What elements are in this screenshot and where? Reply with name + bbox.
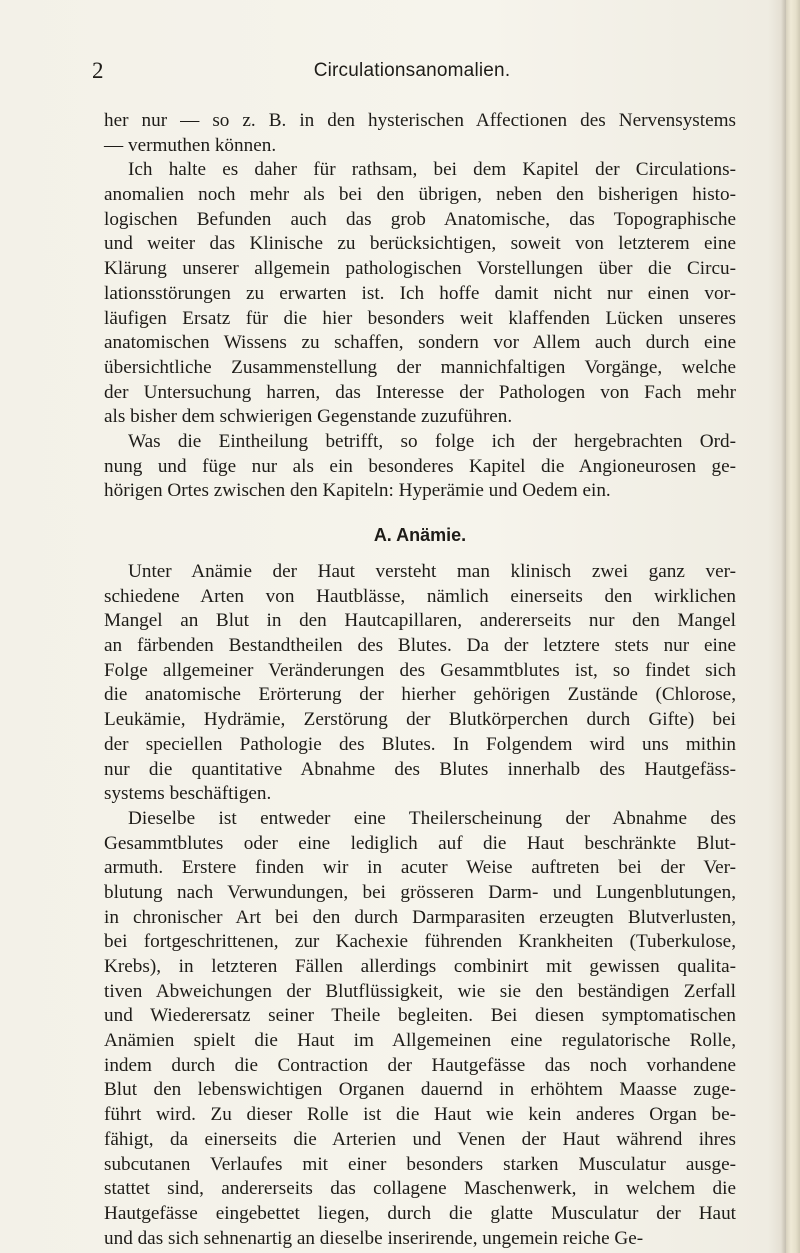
text-line: nung und füge nur als ein besonderes Kapitel die Angioneurosen ge- (104, 455, 736, 477)
text-line: und Wiederersatz seiner Theile begleiten. Bei diesen symptomatischen (104, 1005, 736, 1027)
text-line: stattet sind, andererseits das collagene Maschenwerk, in welchem die (104, 1178, 736, 1200)
paragraph (104, 560, 736, 807)
page-number: 2 (92, 58, 104, 83)
text-line: übersichtliche Zusammenstellung der mannichfaltigen Vorgänge, welche (104, 356, 736, 378)
text-line: systems beschäftigen. (104, 783, 272, 805)
text-line: Leukämie, Hydrämie, Zerstörung der Blutkörperchen durch Gifte) bei (104, 709, 736, 731)
text-line: fähigt, da einerseits die Arterien und Venen der Haut während ihres (104, 1128, 736, 1150)
text-line: der Untersuchung harren, das Interesse der Pathologen von Fach mehr (104, 381, 736, 403)
text-line: bei fortgeschrittenen, zur Kachexie führenden Krankheiten (Tuberkulose, (104, 931, 736, 953)
page-header (92, 58, 732, 84)
text-line: läufigen Ersatz für die hier besonders weit klaffenden Lücken unseres (104, 307, 736, 329)
section-heading: A. Anämie. (373, 525, 467, 545)
text-line: Folge allgemeiner Veränderungen des Gesammtblutes ist, so findet sich (104, 659, 736, 681)
text-line: und weiter das Klinische zu berücksichtigen, soweit von letzterem eine (104, 233, 736, 255)
text-line: Dieselbe ist entweder eine Theilerscheinung der Abnahme des (128, 807, 736, 829)
text-line: anomalien noch mehr als bei den übrigen, neben den bisherigen histo- (104, 184, 736, 206)
body-text (104, 109, 736, 1251)
text-line: Klärung unserer allgemein pathologischen Vorstellungen über die Circu- (104, 258, 736, 280)
text-line: tiven Abweichungen der Blutflüssigkeit, wie sie den beständigen Zerfall (104, 980, 736, 1002)
paragraph (104, 807, 736, 1251)
text-line: in chronischer Art bei den durch Darmparasiten erzeugten Blutverlusten, (104, 906, 736, 928)
text-line: lationsstörungen zu erwarten ist. Ich hoffe damit nicht nur einen vor- (104, 282, 736, 304)
text-line: her nur — so z. B. in den hysterischen Affectionen des Nervensystems (104, 110, 736, 131)
text-line: nur die quantitative Abnahme des Blutes innerhalb des Hautgefäss- (104, 758, 736, 780)
text-line: schiedene Arten von Hautblässe, nämlich einerseits den wirklichen (104, 585, 736, 607)
running-title: Circulationsanomalien. (313, 60, 511, 81)
text-line: Gesammtblutes oder eine lediglich auf die Haut beschränkte Blut- (104, 832, 736, 854)
paragraph (104, 109, 736, 158)
text-line: die anatomische Erörterung der hierher gehörigen Zustände (Chlorose, (104, 684, 736, 706)
paragraph (104, 430, 736, 504)
text-line: Anämien spielt die Haut im Allgemeinen eine regulatorische Rolle, (104, 1030, 736, 1052)
page-right-edge (786, 0, 800, 1253)
text-line: und das sich sehnenartig an dieselbe inserirende, ungemein reiche Ge- (104, 1227, 644, 1249)
text-line: — vermuthen können. (104, 134, 277, 156)
text-after-heading (104, 560, 736, 1251)
text-line: als bisher dem schwierigen Gegenstande zuzuführen. (104, 406, 513, 428)
text-line: subcutanen Verlaufes mit einer besonders starken Musculatur ausge- (104, 1153, 736, 1175)
text-before-heading (104, 109, 736, 504)
text-line: blutung nach Verwundungen, bei grösseren Darm- und Lungenblutungen, (104, 881, 736, 903)
paragraph (104, 158, 736, 430)
text-line: indem durch die Contraction der Hautgefässe das noch vorhandene (104, 1054, 736, 1076)
text-line: Hautgefässe eingebettet liegen, durch die glatte Musculatur der Haut (104, 1202, 736, 1224)
text-line: Ich halte es daher für rathsam, bei dem Kapitel der Circulations- (128, 159, 736, 181)
text-line: armuth. Erstere finden wir in acuter Weise auftreten bei der Ver- (104, 857, 736, 879)
text-line: Unter Anämie der Haut versteht man klinisch zwei ganz ver- (128, 561, 736, 582)
text-line: Blut den lebenswichtigen Organen dauernd in erhöhtem Maasse zuge- (104, 1079, 736, 1101)
text-line: an färbenden Bestandtheilen des Blutes. Da der letztere stets nur eine (104, 635, 736, 657)
text-line: der speciellen Pathologie des Blutes. In Folgendem wird uns mithin (104, 733, 736, 755)
text-line: Krebs), in letzteren Fällen allerdings combinirt mit gewissen qualita- (104, 956, 736, 977)
text-line: hörigen Ortes zwischen den Kapiteln: Hyperämie und Oedem ein. (104, 480, 611, 502)
text-line: anatomischen Wissens zu schaffen, sondern vor Allem auch durch eine (104, 332, 736, 354)
text-line: Was die Eintheilung betrifft, so folge ich der hergebrachten Ord- (128, 430, 736, 452)
text-line: Mangel an Blut in den Hautcapillaren, andererseits nur den Mangel (104, 610, 736, 632)
text-line: führt wird. Zu dieser Rolle ist die Haut wie kein anderes Organ be- (104, 1104, 736, 1126)
text-line: logischen Befunden auch das grob Anatomische, das Topographische (104, 208, 736, 230)
